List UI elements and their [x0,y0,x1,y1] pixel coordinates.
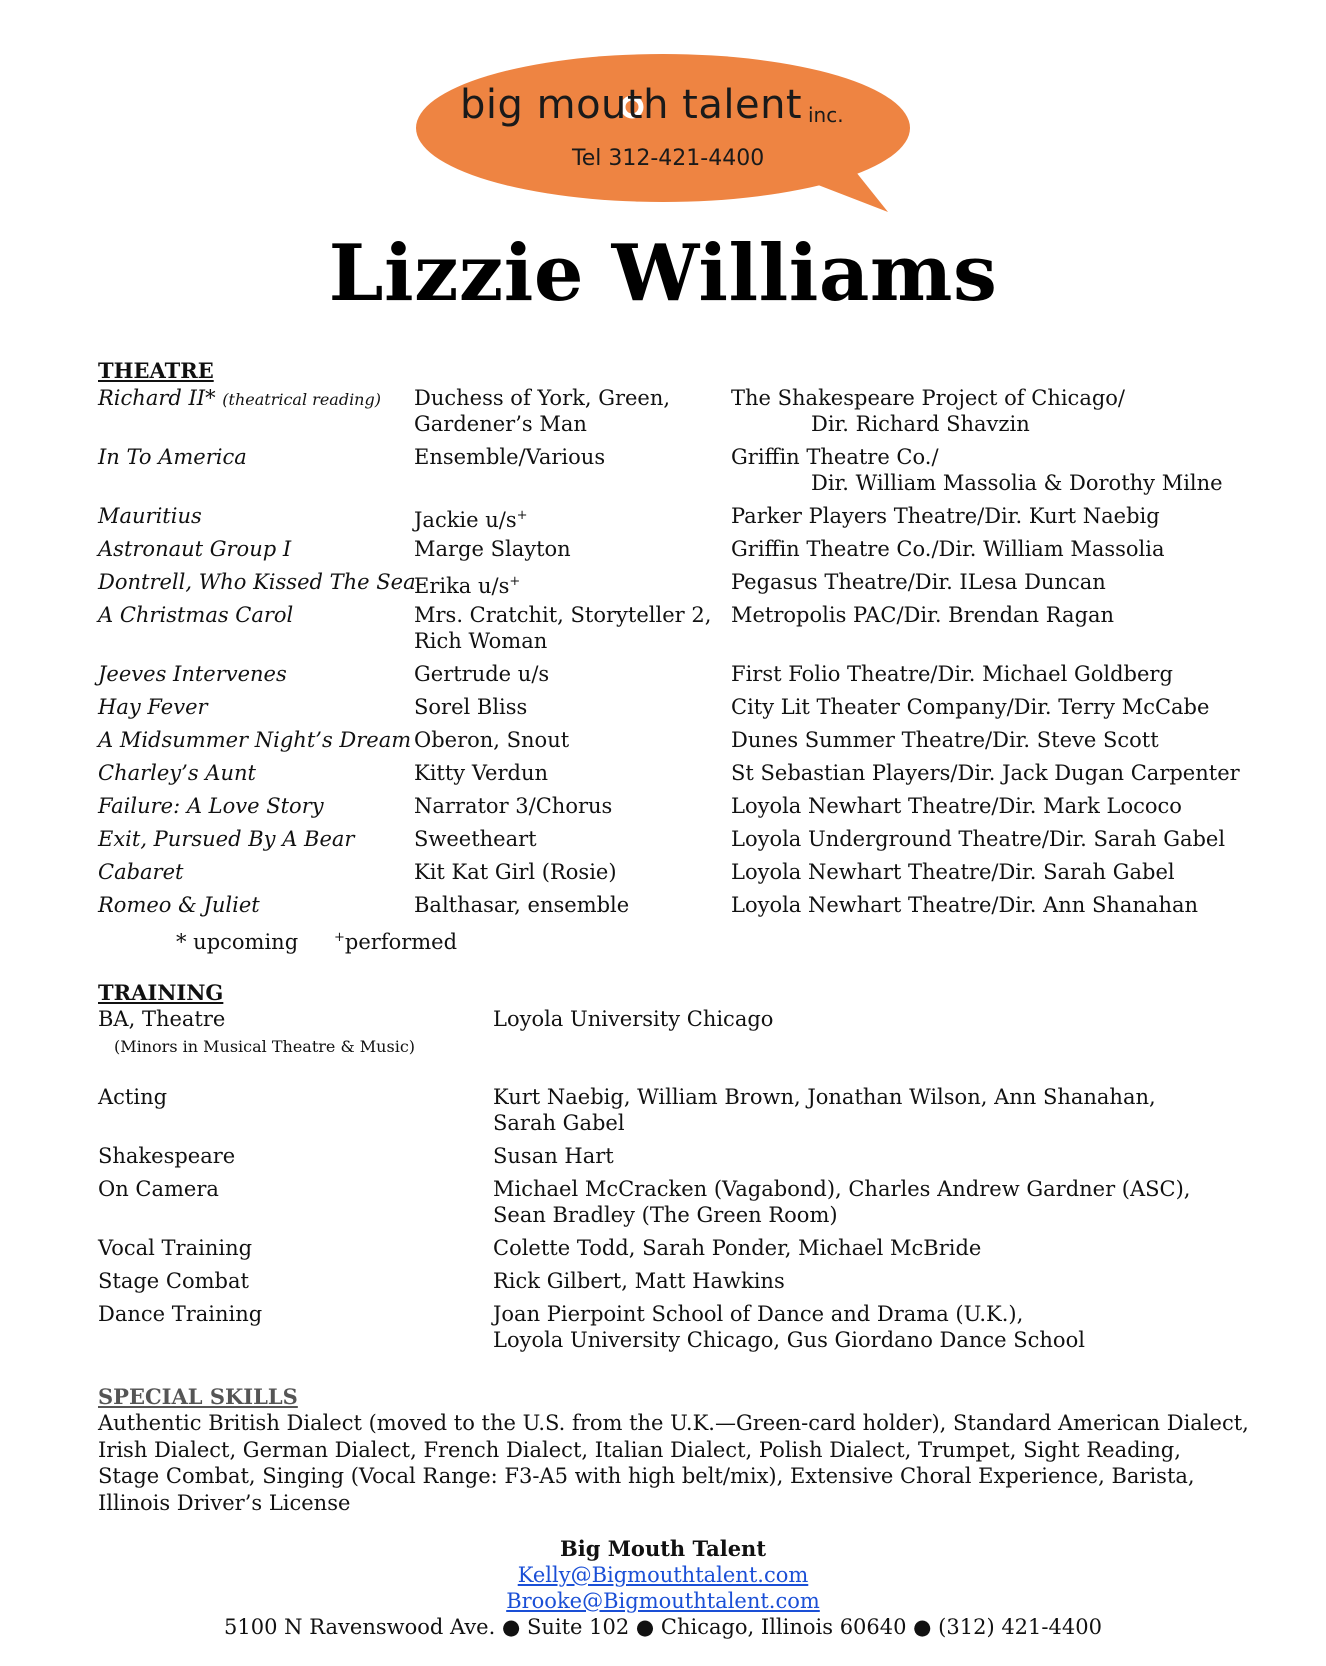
credit-role: Sweetheart [414,827,537,851]
training-teachers: Susan Hart [493,1144,614,1168]
credit-role: Kitty Verdun [414,761,549,785]
credit-company: The Shakespeare Project of Chicago/ Dir. Richard Shavzin [731,386,1125,436]
special-skills-text: Authentic British Dialect (moved to the U.S. from the U.K.—Green-card holder), Standard American Dialect, Irish Dialect, German Dialect, French Dialect, Italian Dialect, Polish Dialect, Trumpet, Sight Reading, Stage Combat, Singing (Vocal Range: F3-A5 with high belt/mix), Extensive Choral Experience, Barista, Illinois Driver’s License [98,1411,1249,1515]
logo-brand-text: big mouth talent [460,82,803,128]
training-teachers: Joan Pierpoint School of Dance and Drama (U.K.), Loyola University Chicago, Gus Giordano Dance School [493,1302,1085,1352]
training-school: Loyola University Chicago [493,1007,774,1031]
special-skills-heading: SPECIAL SKILLS [98,1384,298,1409]
footer-agency: Big Mouth Talent [559,1536,767,1561]
credit-company: Griffin Theatre Co./Dir. William Massolia [731,537,1165,561]
credit-title: Hay Fever [98,695,208,719]
credit-company: Dunes Summer Theatre/Dir. Steve Scott [731,728,1159,752]
credit-company: Loyola Newhart Theatre/Dir. Mark Lococo [731,794,1182,818]
legend-performed: +performed [334,930,458,954]
training-label: On Camera [98,1177,219,1201]
credit-title: Jeeves Intervenes [98,662,287,686]
credit-role: Sorel Bliss [414,695,528,719]
credit-company: Loyola Newhart Theatre/Dir. Sarah Gabel [731,860,1175,884]
credit-role: Marge Slayton [414,537,571,561]
credit-company: City Lit Theater Company/Dir. Terry McCabe [731,695,1210,719]
training-teachers: Rick Gilbert, Matt Hawkins [493,1269,785,1293]
credit-company: Pegasus Theatre/Dir. ILesa Duncan [731,570,1106,594]
credit-role: Narrator 3/Chorus [414,794,613,818]
credit-company: Griffin Theatre Co./ Dir. William Massolia & Dorothy Milne [731,445,1223,495]
credit-title: Richard II* (theatrical reading) [98,386,381,410]
agency-logo [408,50,938,225]
credit-role: Balthasar, ensemble [414,893,630,917]
speech-bubble-logo-shape [408,50,938,225]
credit-title: Astronaut Group I [98,537,292,561]
email-link-brooke[interactable]: Brooke@Bigmouthtalent.com [506,1589,820,1613]
credit-title: In To America [98,445,247,469]
email-link-kelly[interactable]: Kelly@Bigmouthtalent.com [517,1563,809,1587]
training-label: Shakespeare [98,1144,236,1168]
credit-role: Jackie u/s+ [414,508,528,532]
credit-title: A Midsummer Night’s Dream [98,728,412,752]
credit-company: First Folio Theatre/Dir. Michael Goldberg [731,662,1173,686]
footer-email-brooke [0,1588,1326,1614]
credit-company: Loyola Newhart Theatre/Dir. Ann Shanahan [731,893,1199,917]
credit-role: Erika u/s+ [414,574,521,598]
credit-title: Cabaret [98,860,184,884]
credit-company: Loyola Underground Theatre/Dir. Sarah Gabel [731,827,1226,851]
training-teachers: Michael McCracken (Vagabond), Charles Andrew Gardner (ASC), Sean Bradley (The Green Room) [493,1177,1191,1227]
credit-role: Mrs. Cratchit, Storyteller 2, Rich Woman [414,603,712,653]
legend-upcoming: * upcoming [176,930,299,954]
credit-company: Parker Players Theatre/Dir. Kurt Naebig [731,504,1160,528]
training-teachers: Colette Todd, Sarah Ponder, Michael McBride [493,1236,982,1260]
training-teachers: Kurt Naebig, William Brown, Jonathan Wilson, Ann Shanahan, Sarah Gabel [493,1085,1156,1135]
training-minors: (Minors in Musical Theatre & Music) [114,1037,416,1056]
credit-title: Failure: A Love Story [98,794,324,818]
credit-title: Mauritius [98,504,202,528]
credit-title: Exit, Pursued By A Bear [98,827,355,851]
training-label: Dance Training [98,1302,263,1326]
credit-company: St Sebastian Players/Dir. Jack Dugan Carpenter [731,761,1240,785]
credit-title: A Christmas Carol [98,603,294,627]
credit-role: Duchess of York, Green, Gardener’s Man [414,386,671,436]
theatre-heading: THEATRE [98,358,214,383]
actor-name: Lizzie Williams [328,228,998,319]
credit-role: Oberon, Snout [414,728,570,752]
training-label: Acting [98,1085,168,1109]
training-heading: TRAINING [98,980,224,1005]
credit-company: Metropolis PAC/Dir. Brendan Ragan [731,603,1115,627]
credit-title: Dontrell, Who Kissed The Sea [98,570,416,594]
credit-title: Charley’s Aunt [98,761,256,785]
credit-role: Gertrude u/s [414,662,550,686]
training-degree: BA, Theatre [98,1007,226,1031]
footer-email-kelly [0,1562,1326,1588]
footer-address: 5100 N Ravenswood Ave. ● Suite 102 ● Chicago, Illinois 60640 ● (312) 421-4400 [224,1615,1102,1639]
training-label: Stage Combat [98,1269,249,1293]
credit-title: Romeo & Juliet [98,893,260,917]
logo-telephone: Tel 312-421-4400 [572,146,765,171]
credit-role: Kit Kat Girl (Rosie) [414,860,617,884]
logo-inc-text: inc. [808,103,844,127]
credit-role: Ensemble/Various [414,445,606,469]
training-label: Vocal Training [98,1236,253,1260]
